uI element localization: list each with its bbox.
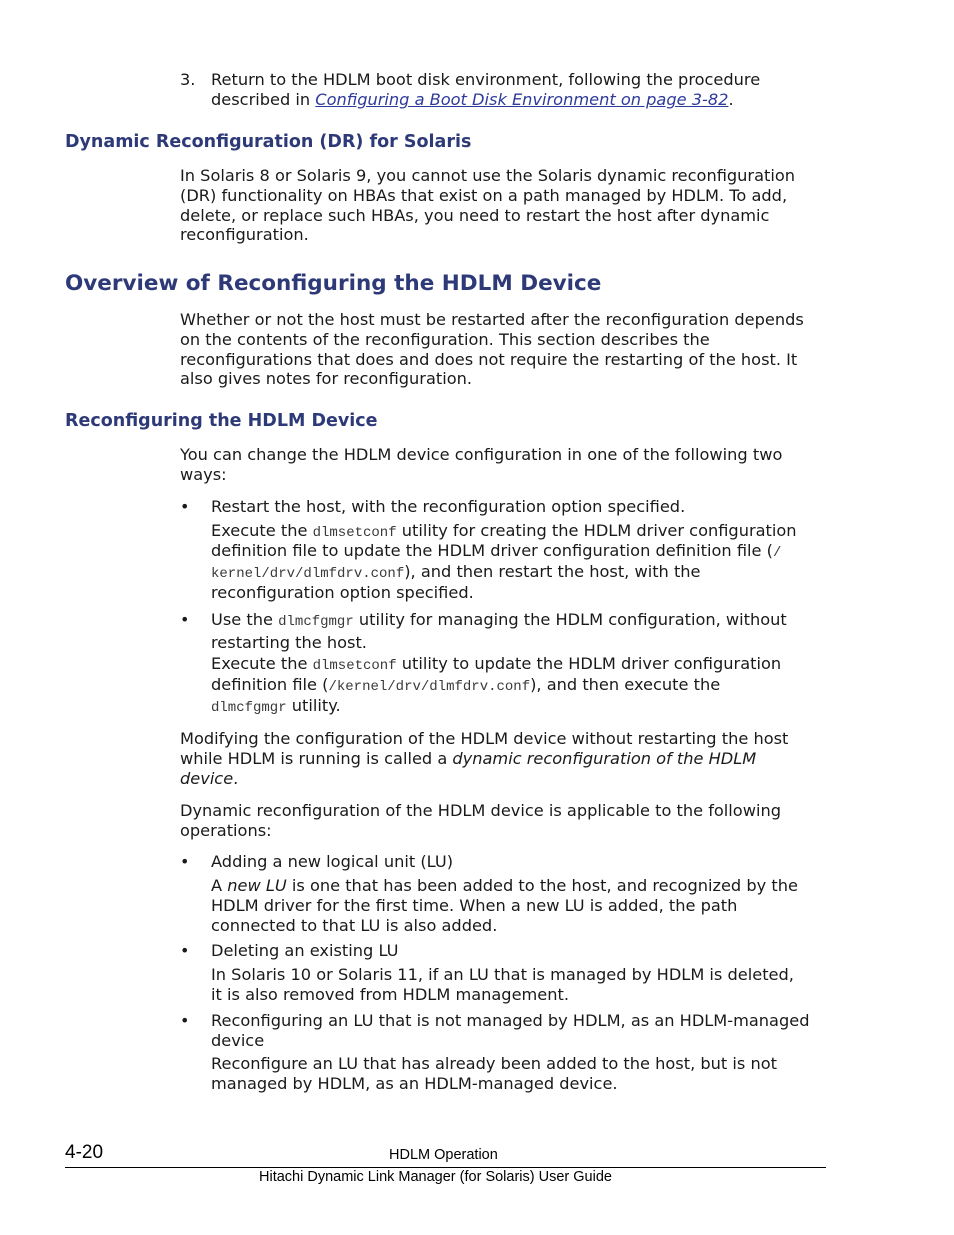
para-line bbox=[180, 769, 830, 789]
text-run: Use the bbox=[211, 610, 279, 629]
para-line: connected to that LU is also added. bbox=[211, 915, 498, 935]
text-run: utility to update the HDLM driver configuration bbox=[396, 654, 782, 673]
para-line: Dynamic reconfiguration of the HDLM device is applicable to the following bbox=[180, 801, 781, 820]
para-line: delete, or replace such HBAs, you need to restart the host after dynamic bbox=[180, 205, 770, 225]
bullet-2-title bbox=[211, 610, 831, 653]
applicable-operations-intro bbox=[180, 801, 830, 841]
code-run: /kernel/drv/dlmfdrv.conf bbox=[328, 679, 531, 695]
chapter-title: HDLM Operation bbox=[389, 1147, 498, 1163]
operation-1-title: Adding a new logical unit (LU) bbox=[211, 852, 454, 871]
para-line: Reconfiguring an LU that is not managed by HDLM, as an HDLM-managed bbox=[211, 1011, 810, 1030]
para-line bbox=[211, 696, 831, 719]
para-line: also gives notes for reconfiguration. bbox=[180, 369, 473, 389]
overview-heading: Overview of Reconfiguring the HDLM Device bbox=[65, 271, 602, 296]
text-run: A bbox=[211, 876, 228, 895]
bullet-1-title: Restart the host, with the reconfiguration option specified. bbox=[211, 497, 686, 516]
para-line bbox=[211, 654, 831, 675]
para-line: managed by HDLM, as an HDLM-managed device. bbox=[211, 1073, 618, 1093]
text-run: is one that has been added to the host, and recognized by the bbox=[286, 876, 798, 895]
operation-3-detail bbox=[211, 1054, 831, 1094]
code-run: dlmcfgmgr bbox=[211, 700, 287, 716]
operation-3-title bbox=[211, 1011, 831, 1051]
bullet-2-detail bbox=[211, 654, 831, 719]
dr-section-heading: Dynamic Reconfiguration (DR) for Solaris bbox=[65, 132, 472, 152]
step-3-line: Return to the HDLM boot disk environment, following the procedure bbox=[211, 70, 761, 89]
text-run: . bbox=[728, 89, 734, 109]
para-line: restarting the host. bbox=[211, 632, 367, 652]
bullet-1-detail bbox=[211, 521, 831, 603]
operation-2-title: Deleting an existing LU bbox=[211, 941, 399, 960]
emphasis-run: new LU bbox=[227, 876, 287, 895]
bullet-icon: • bbox=[180, 852, 190, 871]
para-line: reconfiguration option specified. bbox=[211, 583, 474, 602]
para-line bbox=[211, 610, 831, 633]
text-run: while HDLM is running is called a bbox=[180, 748, 453, 768]
text-run: utility for creating the HDLM driver configuration bbox=[396, 521, 797, 540]
boot-disk-link[interactable]: Configuring a Boot Disk Environment on page 3-82 bbox=[315, 89, 729, 109]
reconfig-heading: Reconfiguring the HDLM Device bbox=[65, 411, 378, 431]
operation-1-detail bbox=[211, 876, 831, 935]
para-line: device bbox=[211, 1030, 265, 1050]
guide-title: Hitachi Dynamic Link Manager (for Solaris) User Guide bbox=[259, 1169, 612, 1185]
bullet-icon: • bbox=[180, 610, 190, 629]
para-line: In Solaris 8 or Solaris 9, you cannot use the Solaris dynamic reconfiguration bbox=[180, 166, 796, 185]
para-line: HDLM driver for the first time. When a new LU is added, the path bbox=[211, 895, 738, 915]
overview-paragraph bbox=[180, 310, 830, 389]
para-line: In Solaris 10 or Solaris 11, if an LU that is managed by HDLM is deleted, bbox=[211, 965, 794, 984]
bullet-icon: • bbox=[180, 497, 190, 516]
para-line bbox=[211, 541, 831, 562]
text-run: . bbox=[233, 768, 239, 788]
para-line: reconfiguration. bbox=[180, 225, 309, 245]
code-run: kernel/drv/dlmfdrv.conf bbox=[211, 566, 405, 582]
operation-2-detail bbox=[211, 965, 831, 1005]
para-line bbox=[211, 521, 831, 541]
bullet-icon: • bbox=[180, 1011, 190, 1030]
para-line: Modifying the configuration of the HDLM device without restarting the host bbox=[180, 729, 789, 748]
page-number: 4-20 bbox=[65, 1142, 104, 1163]
step-number: 3. bbox=[180, 70, 196, 89]
para-line: operations: bbox=[180, 820, 272, 840]
para-line: (DR) functionality on HBAs that exist on a path managed by HDLM. To add, bbox=[180, 185, 788, 205]
text-run: utility for managing the HDLM configuration, without bbox=[353, 610, 787, 629]
para-line: reconfigurations that does and does not require the restarting of the host. It bbox=[180, 349, 798, 369]
text-run: definition file ( bbox=[211, 675, 329, 694]
text-run: Execute the bbox=[211, 521, 313, 540]
footer-divider bbox=[65, 1167, 826, 1168]
dr-section-paragraph bbox=[180, 166, 830, 245]
para-line: You can change the HDLM device configuration in one of the following two bbox=[180, 445, 783, 464]
code-run: dlmcfgmgr bbox=[278, 614, 354, 630]
step-3-line bbox=[211, 90, 831, 110]
para-line bbox=[211, 562, 831, 583]
text-run: ), and then execute the bbox=[530, 675, 721, 694]
step-3-text bbox=[211, 70, 831, 110]
para-line: it is also removed from HDLM management. bbox=[211, 984, 570, 1004]
emphasis-run: dynamic reconfiguration of the HDLM bbox=[452, 748, 757, 768]
bullet-icon: • bbox=[180, 941, 190, 960]
para-line bbox=[180, 749, 830, 769]
emphasis-run: device bbox=[180, 768, 234, 788]
para-line bbox=[211, 675, 831, 696]
dynamic-reconfig-definition bbox=[180, 729, 830, 788]
text-run: utility. bbox=[286, 696, 341, 715]
reconfig-intro bbox=[180, 445, 830, 485]
para-line: on the contents of the reconfiguration. This section describes the bbox=[180, 329, 710, 349]
text-run: ), and then restart the host, with the bbox=[404, 562, 701, 581]
text-run: Execute the bbox=[211, 654, 313, 673]
para-line: Reconfigure an LU that has already been added to the host, but is not bbox=[211, 1054, 777, 1073]
para-line bbox=[211, 876, 831, 896]
para-line: ways: bbox=[180, 464, 227, 484]
code-run: / bbox=[772, 545, 782, 561]
text-run: definition file to update the HDLM driver configuration definition file ( bbox=[211, 541, 773, 560]
text-run: described in bbox=[211, 89, 316, 109]
code-run: dlmsetconf bbox=[312, 658, 397, 674]
code-run: dlmsetconf bbox=[312, 525, 397, 541]
para-line: Whether or not the host must be restarted after the reconfiguration depends bbox=[180, 310, 804, 329]
